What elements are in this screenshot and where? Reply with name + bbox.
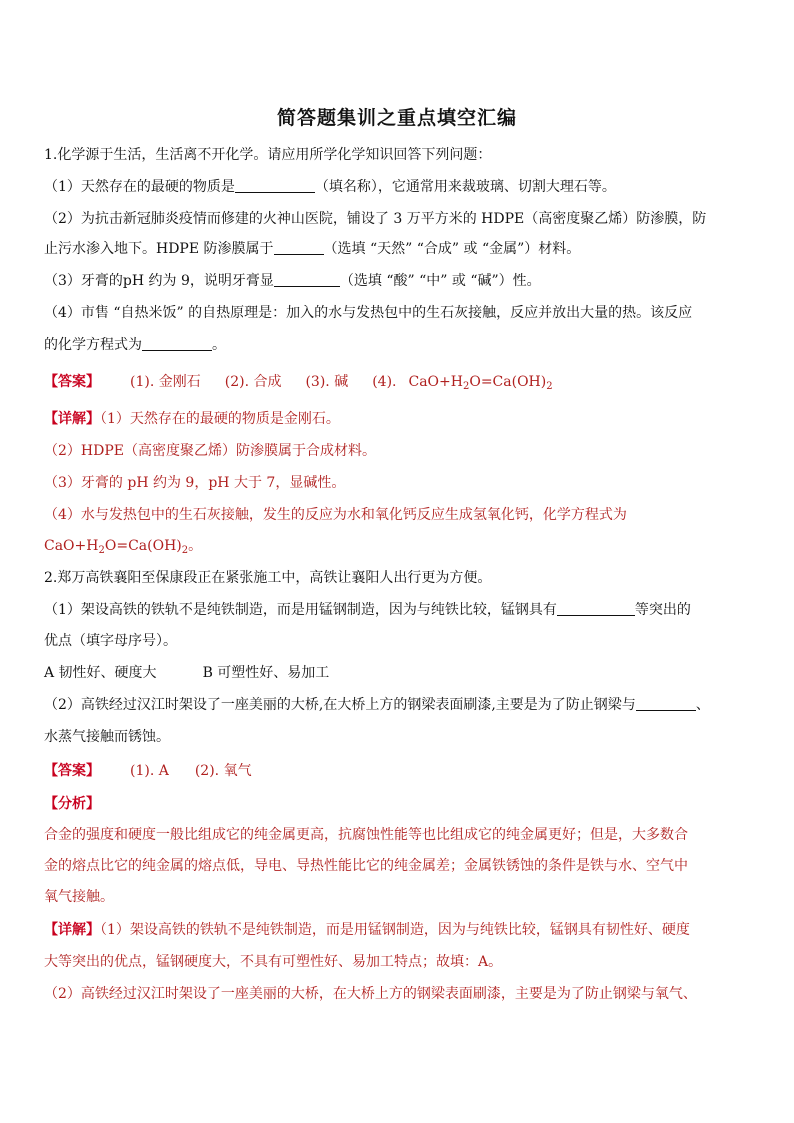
q1-stem: 1.化学源于生活，生活离不开化学。请应用所学化学知识回答下列问题： (44, 147, 492, 163)
option-a: A 韧性好、硬度大 (44, 665, 157, 681)
detail-tag: 【详解】 (44, 922, 100, 938)
q2-answer: 【答案】 (1). A (2). 氧气 (44, 763, 252, 779)
option-b: B 可塑性好、易加工 (202, 665, 330, 681)
q2-detail-1-line2: 大等突出的优点，锰钢硬度大，不具有可塑性好、易加工特点；故填：A。 (44, 954, 503, 970)
answer-blank[interactable] (274, 240, 324, 255)
q2-analysis-line1: 合金的强度和硬度一般比组成它的纯金属更高，抗腐蚀性能等也比组成它的纯金属更好；但是，大多数合 (44, 827, 688, 843)
answer-blank[interactable] (274, 272, 340, 287)
q2-detail-2-line1: （2）高铁经过汉江时架设了一座美丽的大桥，在大桥上方的钢梁表面刷漆，主要是为了防止钢梁与氧气、 (44, 986, 697, 1002)
answer-blank[interactable] (235, 178, 315, 193)
chemical-equation: $CaO+H_2O=Ca(OH)_2$ (408, 374, 553, 392)
q1-detail-4-line1: （4）水与发热包中的生石灰接触，发生的反应为水和氧化钙反应生成氢氧化钙，化学方程式为 (44, 507, 627, 523)
answer-blank[interactable] (142, 336, 212, 351)
q2-stem: 2.郑万高铁襄阳至保康段正在紧张施工中，高铁让襄阳人出行更为方便。 (44, 570, 492, 586)
q1-part4-line2: 的化学方程式为 。 (44, 337, 226, 353)
answer-tag: 【答案】 (44, 763, 100, 779)
answer-tag: 【答案】 (44, 374, 100, 390)
q1-part3: （3）牙膏的pH 约为 9，说明牙膏显 （选填 “酸” “中” 或 “碱”）性。 (44, 273, 541, 289)
q1-detail-3: （3）牙膏的 pH 约为 9，pH 大于 7，显碱性。 (44, 475, 346, 491)
answer-blank[interactable] (636, 696, 696, 711)
q2-options (44, 664, 754, 682)
q2-analysis-line2: 金的熔点比它的纯金属的熔点低，导电、导热性能比它的纯金属差；金属铁锈蚀的条件是铁与水、空气中 (44, 858, 688, 874)
answer-blank[interactable] (557, 601, 635, 616)
q1-part4-line1: （4）市售 “自热米饭” 的自热原理是：加入的水与发热包中的生石灰接触，反应并放出大量的热。该反应 (44, 305, 693, 321)
q1-part2-line1: （2）为抗击新冠肺炎疫情而修建的火神山医院，铺设了 3 万平方米的 HDPE（高密度聚乙烯）防渗膜，防 (44, 211, 707, 227)
q2-part1-line2: 优点（填字母序号）。 (44, 633, 177, 649)
q2-detail-1-line1: 【详解】（1）架设高铁的铁轨不是纯铁制造，而是用锰钢制造，因为与纯铁比较，锰钢具有韧性好、硬度 (44, 922, 690, 938)
q2-analysis-tag: 【分析】 (44, 796, 100, 812)
q1-detail-1: 【详解】（1）天然存在的最硬的物质是金刚石。 (44, 411, 340, 427)
q1-detail-2: （2）HDPE（高密度聚乙烯）防渗膜属于合成材料。 (44, 443, 376, 459)
q1-part2-line2: 止污水渗入地下。HDPE 防渗膜属于 （选填 “天然” “合成” 或 “金属”）材料。 (44, 241, 581, 257)
q2-part2-line1: （2）高铁经过汉江时架设了一座美丽的大桥,在大桥上方的钢梁表面刷漆,主要是为了防止钢梁与 、 (44, 697, 710, 713)
q1-part1: （1）天然存在的最硬的物质是 （填名称），它通常用来裁玻璃、切割大理石等。 (44, 179, 616, 195)
q2-analysis-line3: 氧气接触。 (44, 889, 114, 905)
q1-detail-4-line2: $CaO+H_2O=Ca(OH)_2$。 (44, 538, 203, 556)
q1-answer: 【答案】 (1). 金刚石 (2). 合成 (3). 碱 (4). $CaO+H_2O=Ca(OH)_2$ (44, 374, 553, 392)
page-title: 简答题集训之重点填空汇编 (276, 107, 517, 129)
detail-tag: 【详解】 (44, 411, 100, 427)
q2-part2-line2: 水蒸气接触而锈蚀。 (44, 729, 170, 745)
q2-part1-line1: （1）架设高铁的铁轨不是纯铁制造，而是用锰钢制造，因为与纯铁比较，锰钢具有 等突出的 (44, 602, 691, 618)
